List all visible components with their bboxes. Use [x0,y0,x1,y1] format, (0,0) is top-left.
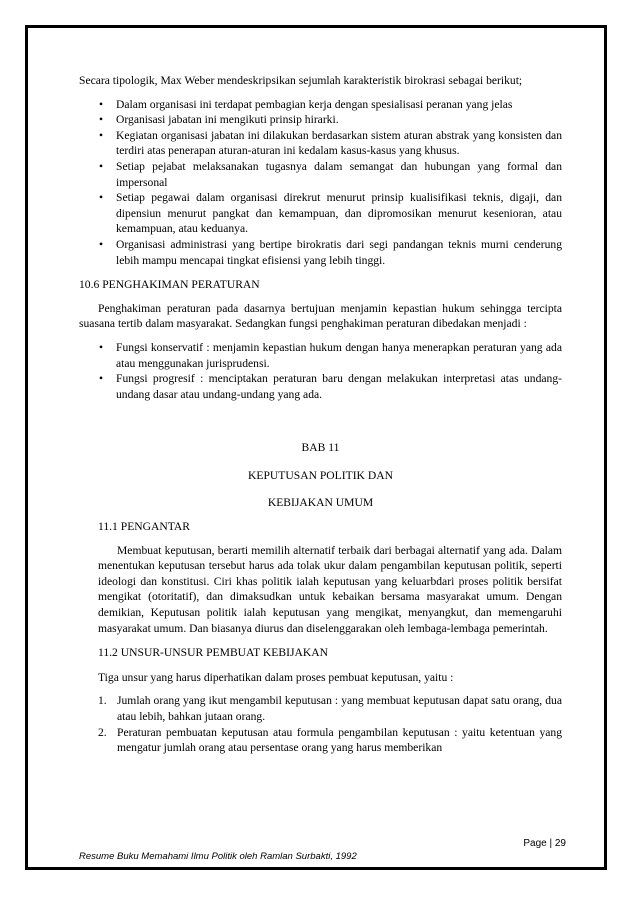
section-11-2-paragraph: Tiga unsur yang harus diperhatikan dalam proses pembuat keputusan, yaitu : [98,670,454,684]
bullet-icon: • [99,97,104,111]
bullet-icon: • [99,372,104,386]
weber-characteristics-list [79,97,562,269]
page-number: Page | 29 [523,838,566,849]
list-item: 2. Peraturan pembuatan keputusan atau formula pengambilan keputusan : yaitu ketentuan yang mengatur jumlah orang atau persentase orang yang harus memberikan [98,725,562,755]
bullet-icon: • [99,340,104,354]
chapter-number: BAB 11 [301,441,340,455]
section-heading-11-1: 11.1 PENGANTAR [98,520,191,534]
intro-paragraph: Secara tipologik, Max Weber mendeskripsikan sejumlah karakteristik birokrasi sebagai berikut; [79,74,523,87]
decision-elements-list [79,693,562,755]
chapter-title-line-1: KEPUTUSAN POLITIK DAN [248,468,393,482]
list-item: • Fungsi progresif : menciptakan peraturan baru dengan melakukan interpretasi atas undang-undang dasar atau undang-undang yang ada. [99,372,562,401]
judging-functions-list [79,340,562,402]
bullet-icon: • [99,237,104,251]
list-item: • Fungsi konservatif : menjamin kepastian hukum dengan hanya menerapkan peraturan yang ada atau menggunakan jurisprudensi. [99,340,562,370]
bullet-icon: • [99,128,104,142]
bullet-icon: • [99,191,104,205]
footer-source: Resume Buku Memahami Ilmu Politik oleh Ramlan Surbakti, 1992 [79,851,357,862]
list-item: • Organisasi jabatan ini mengikuti prinsip hirarki. [99,113,339,127]
section-10-6-paragraph: Penghakiman peraturan pada dasarnya bertujuan menjamin kepastian hukum sehingga tercipta suasana tertib dalam masyarakat. Sedangkan fungsi penghakiman peraturan dibedakan menjadi : [79,301,562,331]
list-item: • Kegiatan organisasi jabatan ini dilakukan berdasarkan sistem aturan abstrak yang konsisten dan terdiri atas penerapan aturan-aturan ini kedalam kasus-kasus yang khusus. [99,128,562,158]
list-item: • Setiap pegawai dalam organisasi direkrut menurut prinsip kualisifikasi teknis, digaji, dan dipensiun menurut pangkat dan kemampuan, dan dipromosikan menurut kesenioran, atau kemampuan, atau keduanya. [99,191,562,236]
list-item: 1. Jumlah orang yang ikut mengambil keputusan : yang membuat keputusan dapat satu orang, dua atau lebih, bahkan jutaan orang. [98,694,562,723]
list-item: • Dalam organisasi ini terdapat pembagian kerja dengan spesialisasi peranan yang jelas [99,97,513,111]
bullet-icon: • [99,113,104,127]
list-item: • Organisasi administrasi yang bertipe birokratis dari segi pandangan teknis murni cenderung lebih mampu mencapai tingkat efisiensi yang lebih tinggi. [99,237,562,267]
page-content [79,73,562,756]
chapter-title-line-2: KEBIJAKAN UMUM [267,496,374,510]
section-heading-10-6: 10.6 PENGHAKIMAN PERATURAN [79,278,260,292]
list-item: • Setiap pejabat melaksanakan tugasnya dalam semangat dan hubungan yang formal dan impersonal [99,159,562,189]
bullet-icon: • [99,159,104,173]
section-heading-11-2: 11.2 UNSUR-UNSUR PEMBUAT KEBIJAKAN [98,646,328,660]
section-11-1-paragraph: Membuat keputusan, berarti memilih alternatif terbaik dari berbagai alternatif yang ada. Dalam menentukan keputusan tersebut harus ada tolak ukur dalam pengambilan keputusan politik, seperti ideologi dan konstitusi. Ciri khas politik ialah keputusan yang keluarbdari proses politik bersifat mengikat (otoritatif), dan dimaksudkan untuk kebaikan bersama masyarakat umum. Dengan demikian, Keputusan politik ialah keputusan yang mengikat, menyangkut, dan memengaruhi masyarakat umum. Dan biasanya diurus dan diselenggarakan oleh lembaga-lembaga pemerintah. [98,543,562,635]
